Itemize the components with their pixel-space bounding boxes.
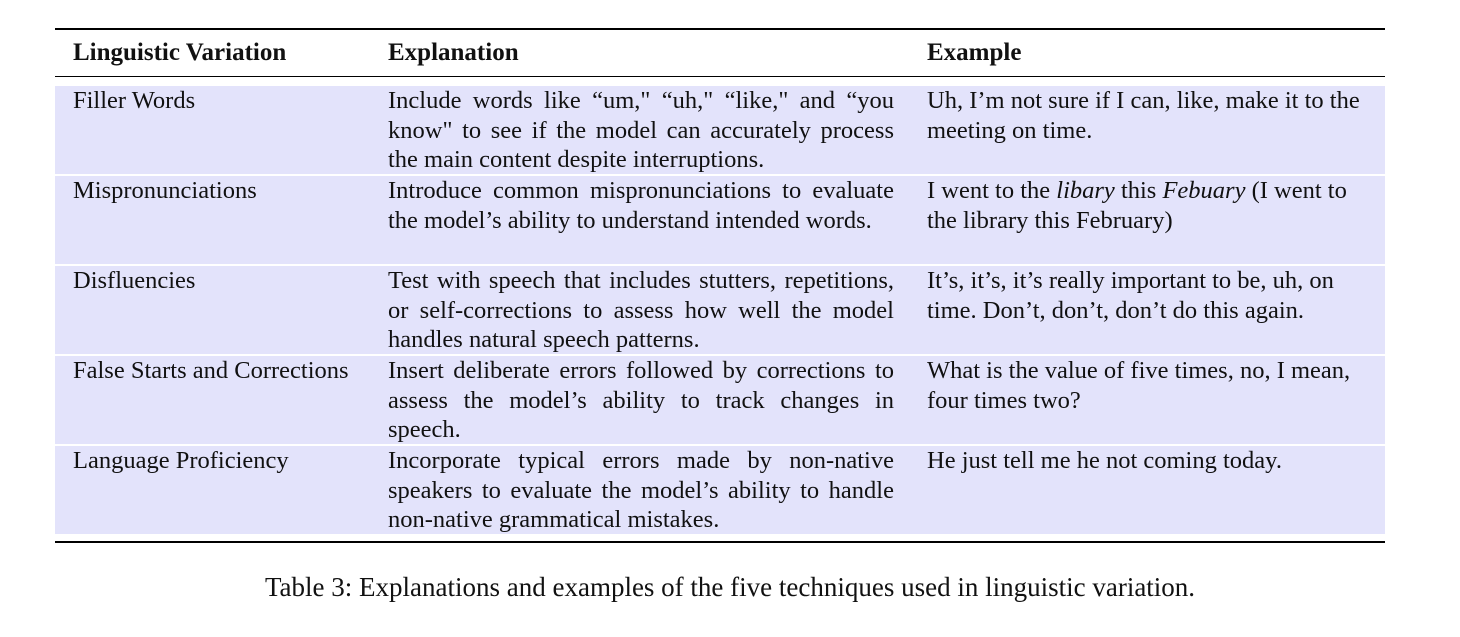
table-header-rule (55, 76, 1385, 77)
explanation-cell (388, 356, 909, 444)
example-text: It’s, it’s, it’s really important to be, uh, on time. Don’t, don’t, don’t do this again. (927, 267, 1334, 324)
header-linguistic-variation: Linguistic Variation (73, 39, 287, 66)
example-text: Uh, I’m not sure if I can, like, make it to the meeting on time. (927, 87, 1360, 144)
example-text: (I went to the library this February) (927, 177, 1347, 234)
explanation-text: Incorporate typical errors made by non-native speakers to evaluate the model’s ability to handle non-native grammatical mistakes. (388, 447, 894, 533)
example-text: I went to the (927, 177, 1057, 204)
table-caption: Table 3: Explanations and examples of the five techniques used in linguistic variation. (264, 572, 1196, 602)
explanation-cell (388, 176, 909, 264)
header-example: Example (927, 39, 1022, 66)
table-header-row (55, 30, 1385, 76)
variation-cell: Disfluencies (73, 267, 196, 294)
example-cell (909, 356, 1385, 444)
variation-cell: Language Proficiency (73, 447, 289, 474)
explanation-cell (388, 86, 909, 174)
explanation-text: Introduce common mispronunciations to evaluate the model’s ability to understand intended words. (388, 177, 894, 234)
explanation-text: Insert deliberate errors followed by corrections to assess the model’s ability to track changes in speech. (388, 357, 894, 443)
example-cell (909, 446, 1385, 534)
table-row (55, 176, 1385, 264)
example-text: this (1114, 177, 1163, 204)
table-row (55, 446, 1385, 534)
variation-cell: False Starts and Corrections (73, 357, 349, 384)
explanation-text: Test with speech that includes stutters, repetitions, or self-corrections to assess how well the model handles natural speech patterns. (388, 267, 894, 353)
table-row (55, 86, 1385, 174)
table-row (55, 266, 1385, 354)
header-explanation: Explanation (388, 39, 519, 66)
variation-cell: Filler Words (73, 87, 196, 114)
example-cell (909, 266, 1385, 354)
table-bottom-rule (55, 541, 1385, 543)
linguistic-variation-table (55, 28, 1385, 543)
example-cell (909, 176, 1385, 264)
explanation-text: Include words like “um," “uh," “like," and “you know" to see if the model can accurately process the main content despite interruptions. (388, 87, 894, 173)
table-row (55, 356, 1385, 444)
example-text: He just tell me he not coming today. (927, 447, 1282, 474)
example-cell (909, 86, 1385, 174)
example-italic-word: Febuary (1162, 177, 1246, 204)
example-text: What is the value of five times, no, I mean, four times two? (927, 357, 1351, 414)
table-body (55, 86, 1385, 534)
example-italic-word: libary (1056, 177, 1115, 204)
explanation-cell (388, 266, 909, 354)
explanation-cell (388, 446, 909, 534)
variation-cell: Mispronunciations (73, 177, 257, 204)
